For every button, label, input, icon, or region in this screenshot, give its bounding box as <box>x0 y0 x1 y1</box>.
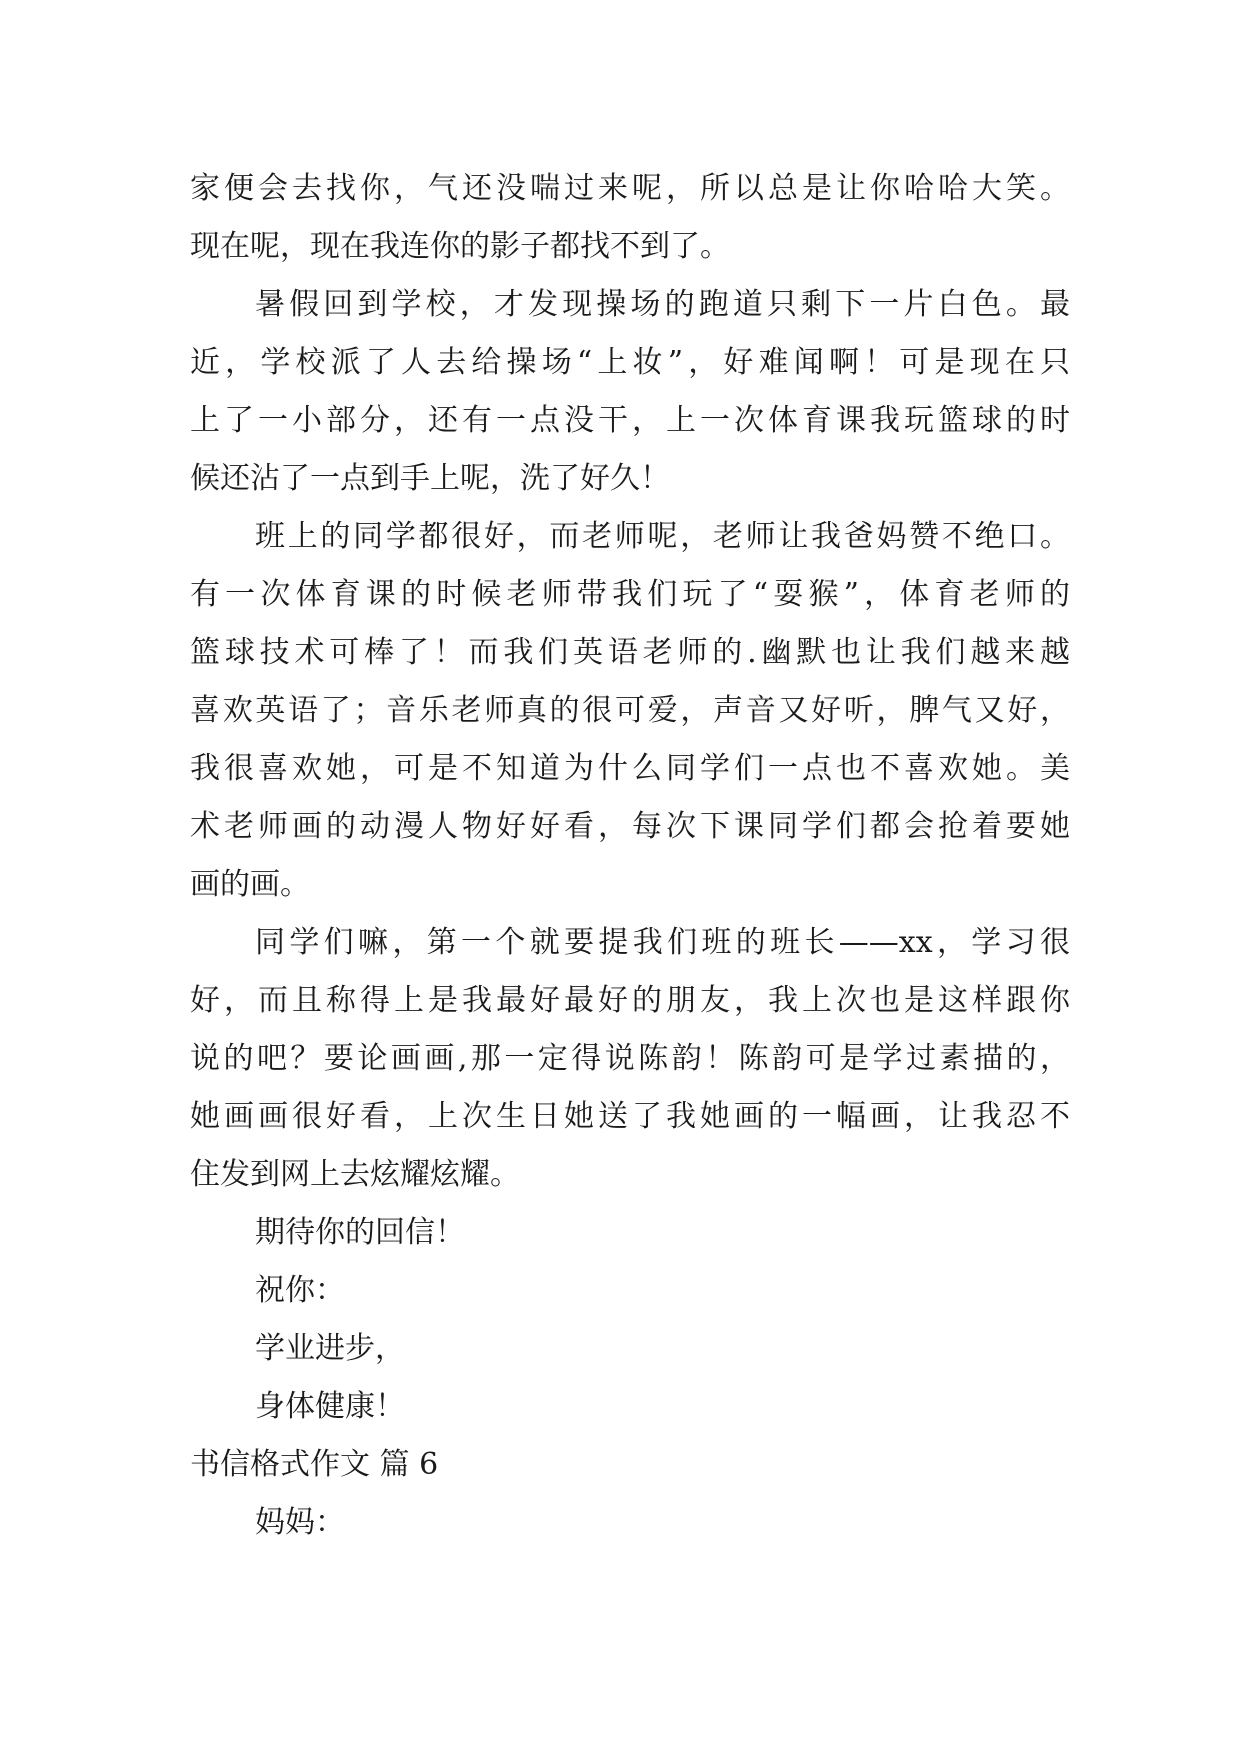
text-line: 我很喜欢她，可是不知道为什么同学们一点也不喜欢她。美 <box>190 751 1070 786</box>
text-line: 暑假回到学校，才发现操场的跑道只剩下一片白色。最 <box>255 287 1070 322</box>
closing-line: 学业进步， <box>255 1331 405 1366</box>
text-line: 说的吧？要论画画,那一定得说陈韵！陈韵可是学过素描的， <box>190 1041 1070 1076</box>
text-line: 住发到网上去炫耀炫耀。 <box>190 1157 520 1192</box>
salutation-line: 妈妈： <box>255 1505 345 1540</box>
text-line: 好，而且称得上是我最好最好的朋友，我上次也是这样跟你 <box>190 983 1070 1018</box>
text-line: 她画画很好看，上次生日她送了我她画的一幅画，让我忍不 <box>190 1099 1070 1134</box>
closing-line: 期待你的回信！ <box>255 1215 465 1250</box>
text-line: 喜欢英语了；音乐老师真的很可爱，声音又好听，脾气又好， <box>190 693 1070 728</box>
closing-line: 祝你： <box>255 1273 345 1308</box>
text-line: 现在呢，现在我连你的影子都找不到了。 <box>190 229 730 264</box>
text-line: 同学们嘛，第一个就要提我们班的班长——xx，学习很 <box>255 925 1070 960</box>
text-line: 上了一小部分，还有一点没干，上一次体育课我玩篮球的时 <box>190 403 1070 438</box>
text-line: 家便会去找你，气还没喘过来呢，所以总是让你哈哈大笑。 <box>190 171 1070 206</box>
text-line: 画的画。 <box>190 867 310 902</box>
text-line: 有一次体育课的时候老师带我们玩了“耍猴”，体育老师的 <box>190 577 1070 612</box>
text-line: 班上的同学都很好，而老师呢，老师让我爸妈赞不绝口。 <box>255 519 1070 554</box>
text-line: 术老师画的动漫人物好好看，每次下课同学们都会抢着要她 <box>190 809 1070 844</box>
closing-line: 身体健康！ <box>255 1389 405 1424</box>
section-heading: 书信格式作文 篇 6 <box>190 1447 439 1482</box>
text-line: 近，学校派了人去给操场“上妆”，好难闻啊！可是现在只 <box>190 345 1070 380</box>
text-line: 候还沾了一点到手上呢，洗了好久！ <box>190 461 670 496</box>
text-line: 篮球技术可棒了！而我们英语老师的.幽默也让我们越来越 <box>190 635 1070 670</box>
